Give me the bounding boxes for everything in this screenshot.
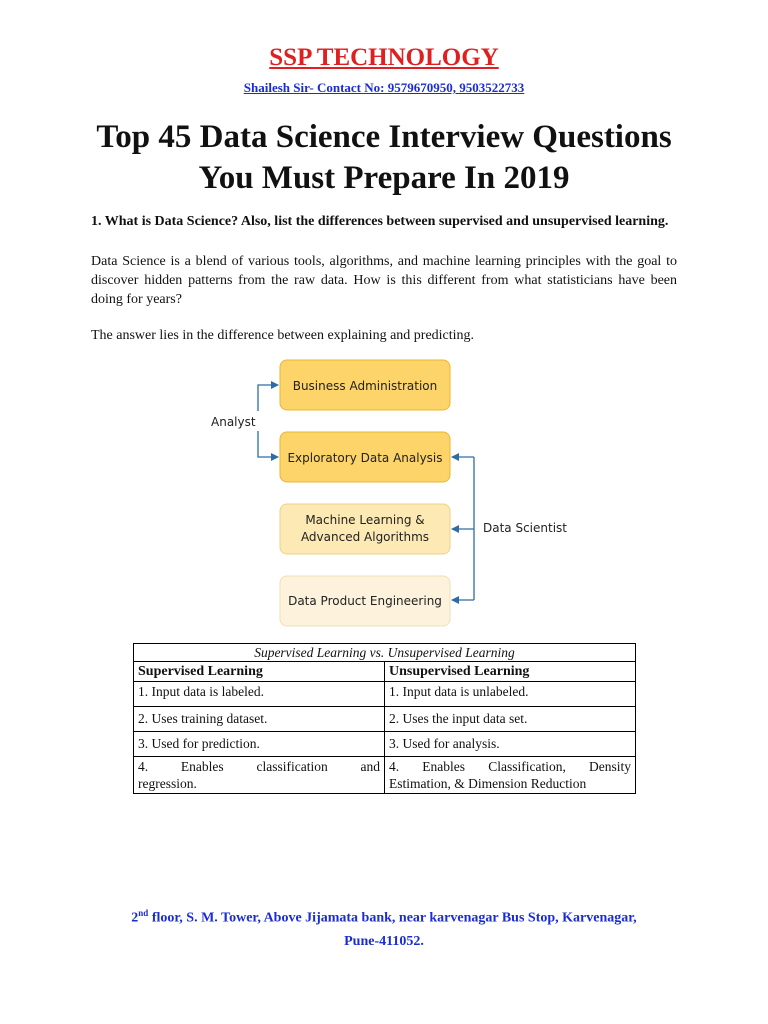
table-cell: 2. Uses training dataset. <box>134 707 385 732</box>
table-cell <box>134 757 385 794</box>
analyst-label: Analyst <box>211 415 256 429</box>
box-business-administration-label: Business Administration <box>292 379 438 393</box>
footer-line-2: Pune-411052. <box>344 933 424 949</box>
table-cell-line: 4. Enables classification and <box>138 759 380 774</box>
question-paragraph: Data Science is a blend of various tools, algorithms, and machine learning principles with the goal to discover hidden patterns from the raw data. How is this different from what statisticians have been doing for years? <box>91 254 677 307</box>
table-cell-line: 4. Enables Classification, Density <box>389 759 631 774</box>
box-machine-learning-label-line-1: Machine Learning & <box>305 513 425 527</box>
table-header-supervised: Supervised Learning <box>134 662 385 682</box>
page-title-line-2: You Must Prepare In 2019 <box>198 160 570 196</box>
footer-line-1-text: floor, S. M. Tower, Above Jijamata bank, near karvenagar Bus Stop, Karvenagar, <box>148 910 637 926</box>
table-header-unsupervised: Unsupervised Learning <box>385 662 636 682</box>
answer-text: The answer lies in the difference between explaining and predicting. <box>91 328 475 343</box>
box-exploratory-data-analysis-label: Exploratory Data Analysis <box>287 451 443 465</box>
analyst-arrow-exploratory <box>258 431 278 457</box>
table-cell: 2. Uses the input data set. <box>385 707 636 732</box>
table-row <box>134 707 636 732</box>
table-cell: 1. Input data is unlabeled. <box>385 682 636 707</box>
table-cell-line: regression. <box>138 776 197 791</box>
table-row <box>134 732 636 757</box>
footer-address <box>60 902 708 953</box>
box-machine-learning <box>280 504 450 554</box>
brand-title: SSP TECHNOLOGY <box>269 44 499 71</box>
question-heading: 1. What is Data Science? Also, list the differences between supervised and unsupervised learning. <box>91 214 669 229</box>
box-machine-learning-label-line-2: Advanced Algorithms <box>300 530 430 544</box>
table-caption: Supervised Learning vs. Unsupervised Learning <box>134 644 636 662</box>
table-cell: 3. Used for prediction. <box>134 732 385 757</box>
table-cell-line: Estimation, & Dimension Reduction <box>389 776 587 791</box>
table-caption-row <box>134 644 636 662</box>
table-row <box>134 682 636 707</box>
footer-floor-number: 2 <box>131 910 139 926</box>
table-row <box>134 757 636 794</box>
comparison-table <box>133 643 636 794</box>
table-cell: 3. Used for analysis. <box>385 732 636 757</box>
footer-floor-suffix: nd <box>138 908 149 918</box>
box-data-product-engineering-label: Data Product Engineering <box>288 594 442 608</box>
table-cell <box>385 757 636 794</box>
contact-line: Shailesh Sir- Contact No: 9579670950, 9503522733 <box>243 80 525 95</box>
table-cell: 1. Input data is labeled. <box>134 682 385 707</box>
footer-line-1 <box>60 902 708 930</box>
page-title-line-1: Top 45 Data Science Interview Questions <box>96 119 672 155</box>
table-header-row <box>134 662 636 682</box>
data-scientist-label: Data Scientist <box>483 521 567 535</box>
analyst-arrow-business <box>258 385 278 411</box>
